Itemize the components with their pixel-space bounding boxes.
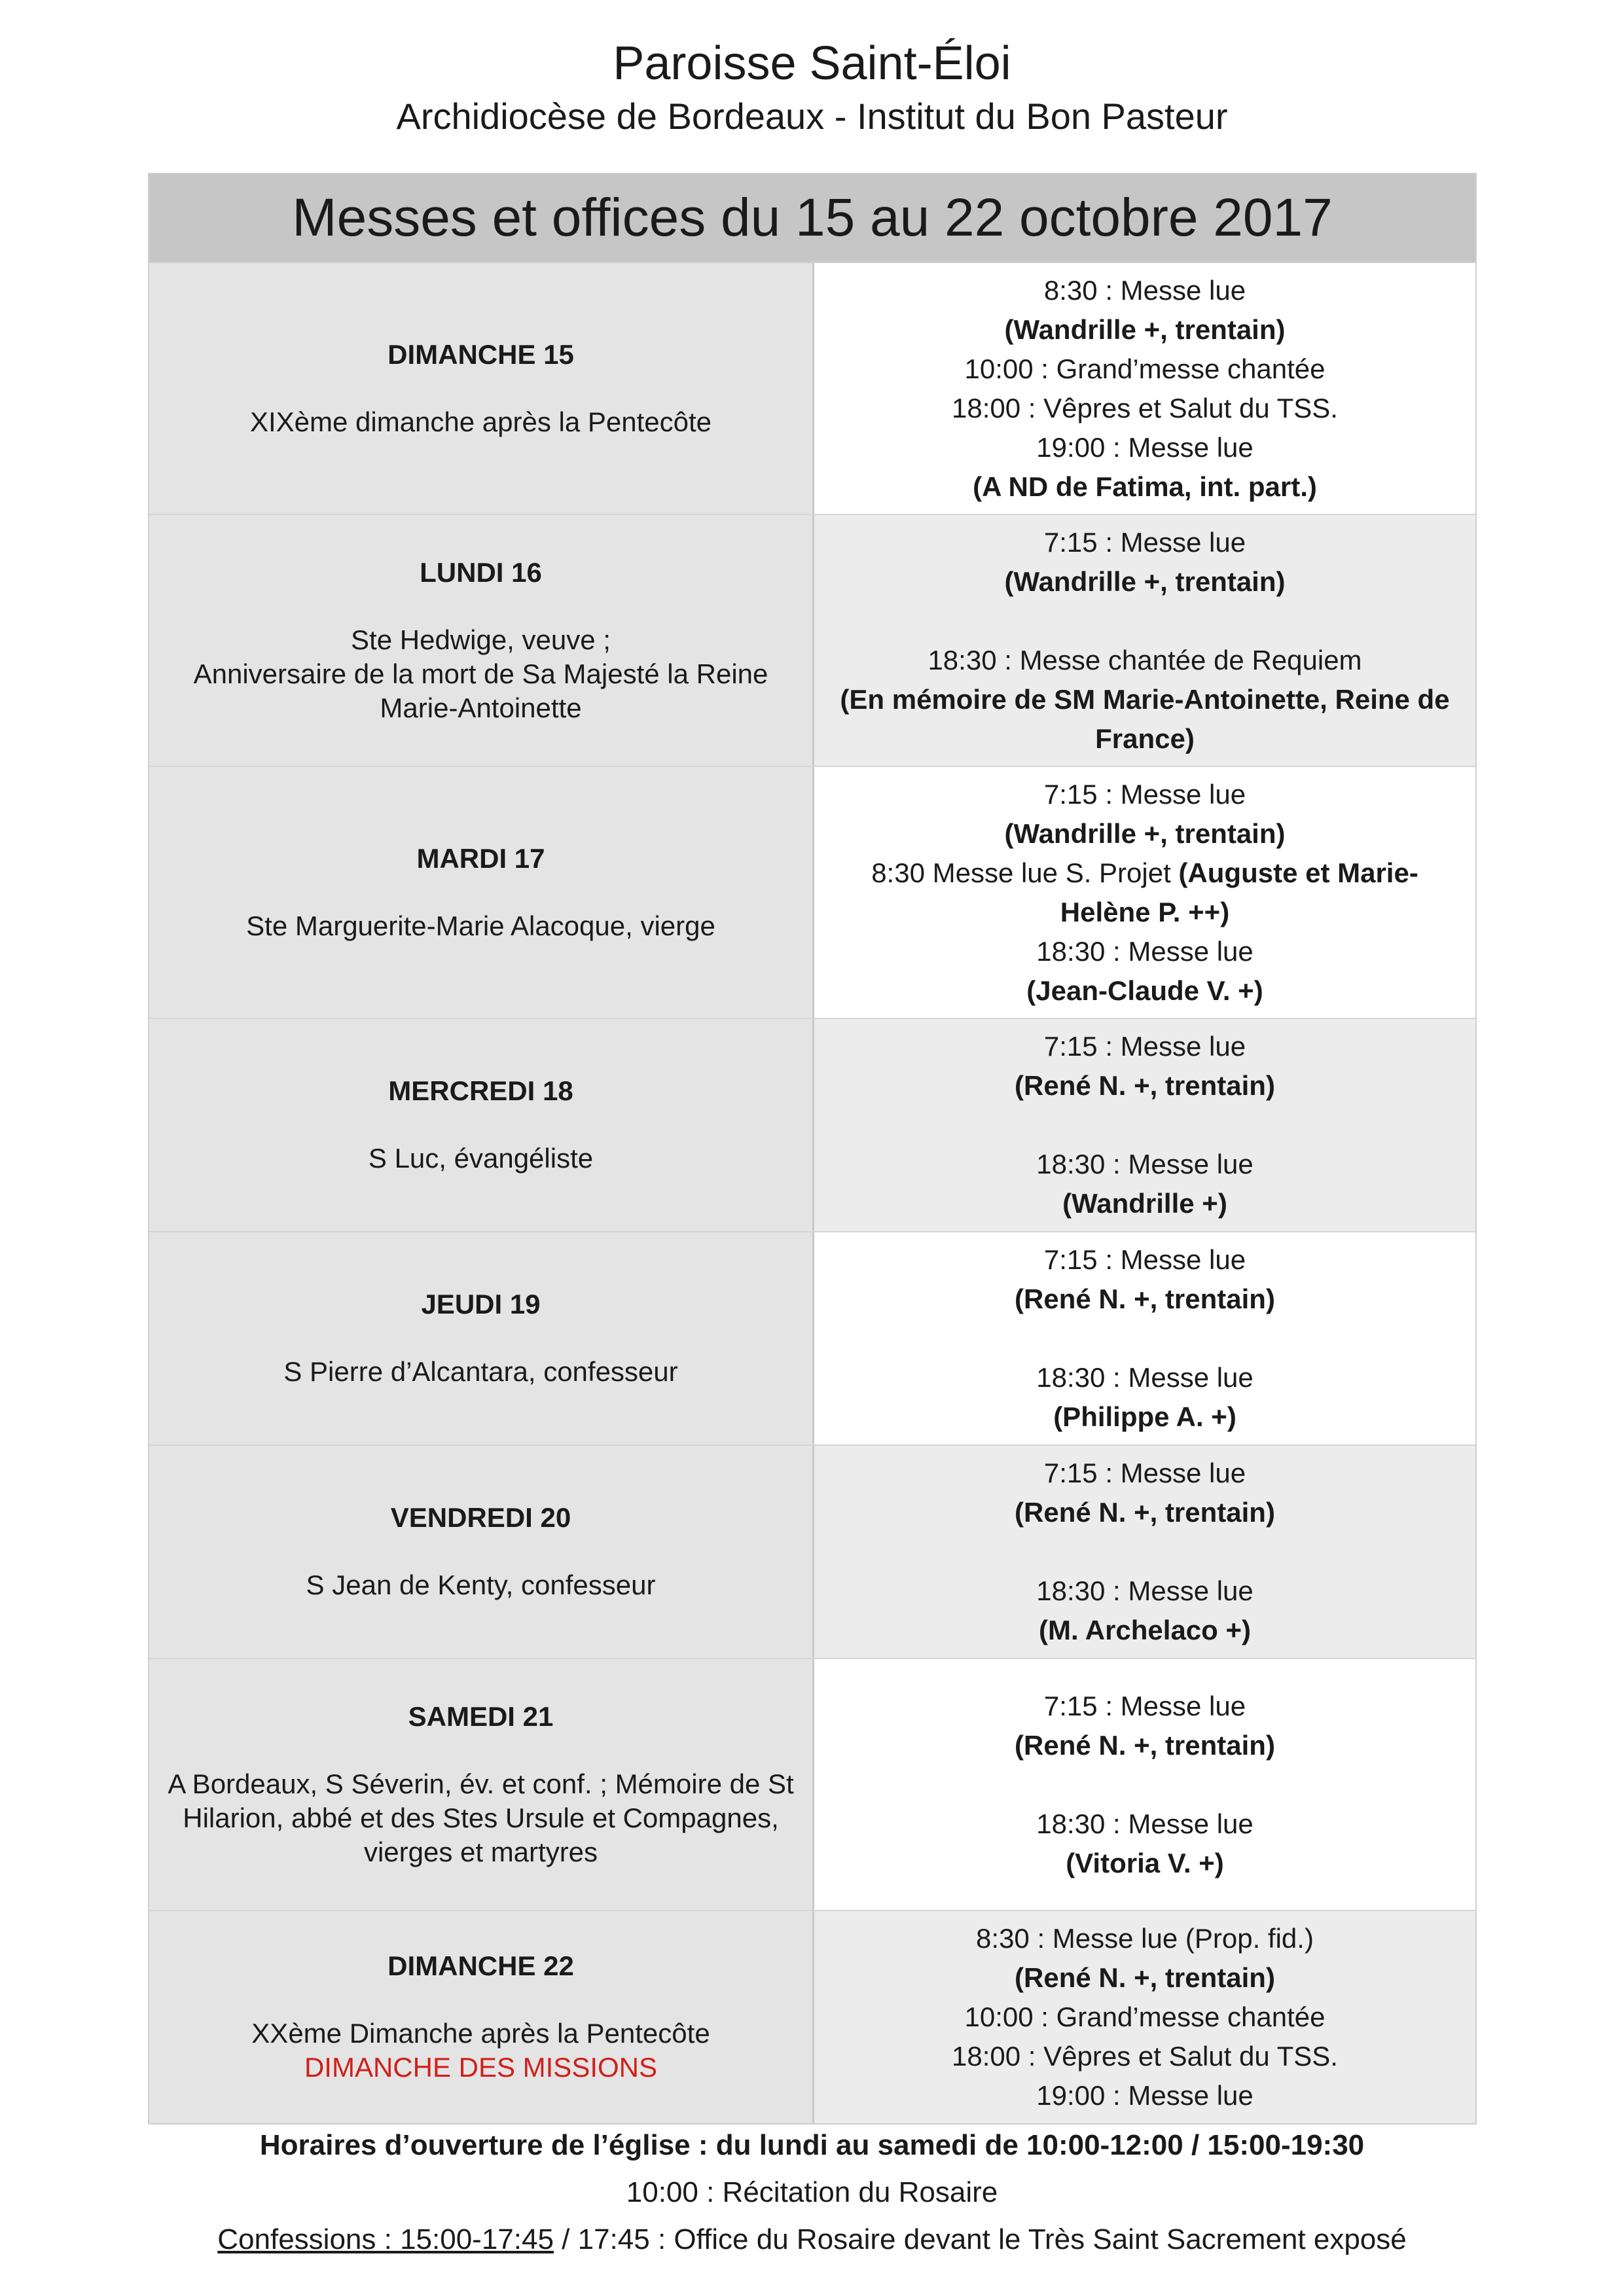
mass-intention — [1015, 1066, 1275, 1105]
schedule-table — [148, 173, 1477, 2125]
feast-line: S Luc, évangéliste — [368, 1143, 594, 1174]
feast-highlight: DIMANCHE DES MISSIONS — [304, 2052, 658, 2083]
service-text: 8:30 : Messe lue — [1043, 274, 1246, 306]
schedule-row — [149, 515, 1475, 767]
service-text: France) — [1095, 723, 1195, 754]
feast-line: XXème Dimanche après la Pentecôte — [251, 2018, 710, 2049]
service-text: 7:15 : Messe lue — [1043, 1244, 1246, 1275]
day-label: MERCREDI 18 — [388, 1075, 573, 1106]
service-text: (Philippe A. +) — [1053, 1401, 1236, 1432]
mass-intention — [1005, 814, 1286, 853]
service-time — [1044, 1240, 1246, 1280]
mass-intention — [1015, 1493, 1275, 1532]
mass-intention — [1015, 1726, 1275, 1765]
service-text: 18:30 : Messe chantée de Requiem — [928, 644, 1362, 675]
schedule-row — [149, 1019, 1475, 1232]
mass-intention — [1062, 1184, 1227, 1223]
services-cell — [814, 1232, 1475, 1444]
service-text: (Wandrille +, trentain) — [1004, 314, 1286, 345]
service-time — [1044, 1027, 1246, 1066]
service-text: 8:30 Messe lue S. Projet — [871, 857, 1179, 888]
service-time — [1036, 1804, 1254, 1844]
schedule-rows — [149, 263, 1475, 2123]
feast-line: Marie-Antoinette — [380, 692, 582, 723]
feast-line: Ste Hedwige, veuve ; — [351, 624, 611, 655]
service-time — [1044, 523, 1246, 562]
day-label: JEUDI 19 — [421, 1289, 541, 1319]
service-text: 18:00 : Vêpres et Salut du TSS. — [952, 2041, 1338, 2072]
mass-intention — [1066, 1844, 1224, 1883]
confessions-line — [0, 2219, 1624, 2261]
service-text: 7:15 : Messe lue — [1043, 1031, 1246, 1062]
service-text: 10:00 : Grand’messe chantée — [964, 2001, 1326, 2032]
service-time — [1036, 932, 1254, 971]
schedule-row — [149, 767, 1475, 1019]
page-header — [0, 34, 1624, 140]
service-text: (Wandrille +, trentain) — [1004, 565, 1286, 597]
service-time — [1036, 1145, 1254, 1184]
feast-line: S Jean de Kenty, confesseur — [306, 1570, 656, 1600]
service-text: (René N. +, trentain) — [1015, 1497, 1275, 1528]
schedule-row — [149, 263, 1475, 515]
feast-line: S Pierre d’Alcantara, confesseur — [283, 1356, 678, 1387]
service-text: 7:15 : Messe lue — [1043, 1690, 1246, 1721]
service-text: (René N. +, trentain) — [1015, 1962, 1275, 1993]
mass-intention — [840, 680, 1449, 719]
feast-line: Hilarion, abbé et des Stes Ursule et Compagnes, — [183, 1802, 779, 1833]
service-text: 18:30 : Messe lue — [1036, 935, 1254, 967]
service-time — [952, 389, 1338, 428]
service-time — [871, 853, 1418, 893]
schedule-row — [149, 1446, 1475, 1659]
day-label: DIMANCHE 15 — [388, 338, 574, 370]
service-time — [964, 350, 1325, 389]
service-time — [976, 1919, 1314, 1958]
service-text: 18:30 : Messe lue — [1036, 1575, 1254, 1606]
service-text: (Wandrille +) — [1062, 1188, 1227, 1219]
service-time — [1036, 2076, 1254, 2115]
service-text: (A ND de Fatima, int. part.) — [973, 471, 1317, 502]
mass-intention — [1039, 1611, 1251, 1650]
day-cell — [149, 515, 814, 766]
mass-intention — [1005, 562, 1286, 601]
service-text: 18:30 : Messe lue — [1036, 1362, 1254, 1393]
day-label: MARDI 17 — [416, 842, 545, 874]
service-time — [928, 641, 1362, 680]
services-cell — [814, 1911, 1475, 2123]
service-text: (Vitoria V. +) — [1066, 1847, 1224, 1878]
day-label: VENDREDI 20 — [390, 1502, 571, 1533]
service-time — [1036, 1571, 1254, 1611]
diocese-line: Archidiocèse de Bordeaux - Institut du Bon Pasteur — [396, 96, 1228, 137]
day-cell — [149, 263, 814, 514]
service-text: (M. Archelaco +) — [1038, 1615, 1252, 1645]
mass-intention — [1015, 1280, 1275, 1319]
mass-intention — [973, 467, 1317, 507]
service-text: (Wandrille +, trentain) — [1004, 817, 1286, 849]
mass-intention — [1060, 893, 1229, 932]
services-cell — [814, 263, 1475, 514]
service-time — [1036, 428, 1254, 467]
schedule-title: Messes et offices du 15 au 22 octobre 2017 — [149, 174, 1475, 263]
confessions-link[interactable]: Confessions : 15:00-17:45 — [217, 2223, 554, 2255]
day-label: LUNDI 16 — [420, 556, 542, 588]
service-text: 19:00 : Messe lue — [1036, 2080, 1254, 2111]
service-text: (René N. +, trentain) — [1015, 1070, 1275, 1101]
service-time — [1044, 1454, 1246, 1493]
service-time — [964, 1998, 1325, 2037]
mass-intention — [1095, 719, 1195, 759]
day-label: SAMEDI 21 — [408, 1700, 554, 1732]
day-cell — [149, 1659, 814, 1910]
services-cell — [814, 1446, 1475, 1658]
service-text: 10:00 : Grand’messe chantée — [964, 353, 1326, 384]
mass-intention — [1015, 1958, 1275, 1998]
day-cell — [149, 1446, 814, 1658]
feast-line: vierges et martyres — [363, 1836, 598, 1867]
mass-intention — [1026, 971, 1263, 1011]
service-text: 7:15 : Messe lue — [1043, 778, 1246, 810]
mass-intention — [1005, 310, 1286, 350]
services-cell — [814, 1019, 1475, 1231]
schedule-row — [149, 1659, 1475, 1911]
service-text: (René N. +, trentain) — [1015, 1729, 1275, 1761]
service-text: (René N. +, trentain) — [1015, 1283, 1275, 1314]
feast-line: XIXème dimanche après la Pentecôte — [249, 406, 712, 437]
day-cell — [149, 1019, 814, 1231]
page-footer — [0, 2125, 1624, 2261]
service-text: 8:30 : Messe lue (Prop. fid.) — [976, 1923, 1314, 1954]
service-text: 7:15 : Messe lue — [1043, 526, 1246, 558]
church-opening-hours: Horaires d’ouverture de l’église : du lundi au samedi de 10:00-12:00 / 15:00-19:30 — [259, 2129, 1365, 2161]
schedule-row — [149, 1232, 1475, 1446]
services-cell — [814, 767, 1475, 1018]
service-text: (En mémoire de SM Marie-Antoinette, Reine de — [840, 683, 1450, 715]
mass-intention: (Auguste et Marie- — [1178, 857, 1418, 888]
day-label: DIMANCHE 22 — [388, 1950, 574, 1981]
services-cell — [814, 515, 1475, 766]
day-cell — [149, 1232, 814, 1444]
service-time — [1044, 1687, 1246, 1726]
parish-name: Paroisse Saint-Éloi — [613, 37, 1011, 90]
service-text: 19:00 : Messe lue — [1036, 431, 1254, 463]
day-cell — [149, 767, 814, 1018]
feast-line: Anniversaire de la mort de Sa Majesté la Reine — [193, 658, 768, 689]
service-text: Helène P. ++) — [1060, 896, 1230, 927]
services-cell — [814, 1659, 1475, 1910]
feast-line: A Bordeaux, S Séverin, év. et conf. ; Mémoire de St — [168, 1768, 794, 1799]
service-time — [1036, 1358, 1254, 1397]
service-text: 7:15 : Messe lue — [1043, 1458, 1246, 1488]
service-text: 18:30 : Messe lue — [1036, 1808, 1254, 1839]
mass-intention — [1053, 1397, 1236, 1437]
rosary-line: 10:00 : Récitation du Rosaire — [626, 2176, 998, 2208]
service-time — [1044, 775, 1246, 814]
confessions-detail: / 17:45 : Office du Rosaire devant le Très Saint Sacrement exposé — [553, 2223, 1407, 2255]
service-time — [1044, 271, 1246, 310]
feast-line: Ste Marguerite-Marie Alacoque, vierge — [246, 910, 715, 941]
service-time — [952, 2037, 1338, 2076]
service-text: 18:30 : Messe lue — [1036, 1149, 1254, 1179]
schedule-row — [149, 1911, 1475, 2123]
service-text: (Jean-Claude V. +) — [1026, 975, 1263, 1006]
day-cell — [149, 1911, 814, 2123]
service-text: 18:00 : Vêpres et Salut du TSS. — [952, 392, 1338, 423]
